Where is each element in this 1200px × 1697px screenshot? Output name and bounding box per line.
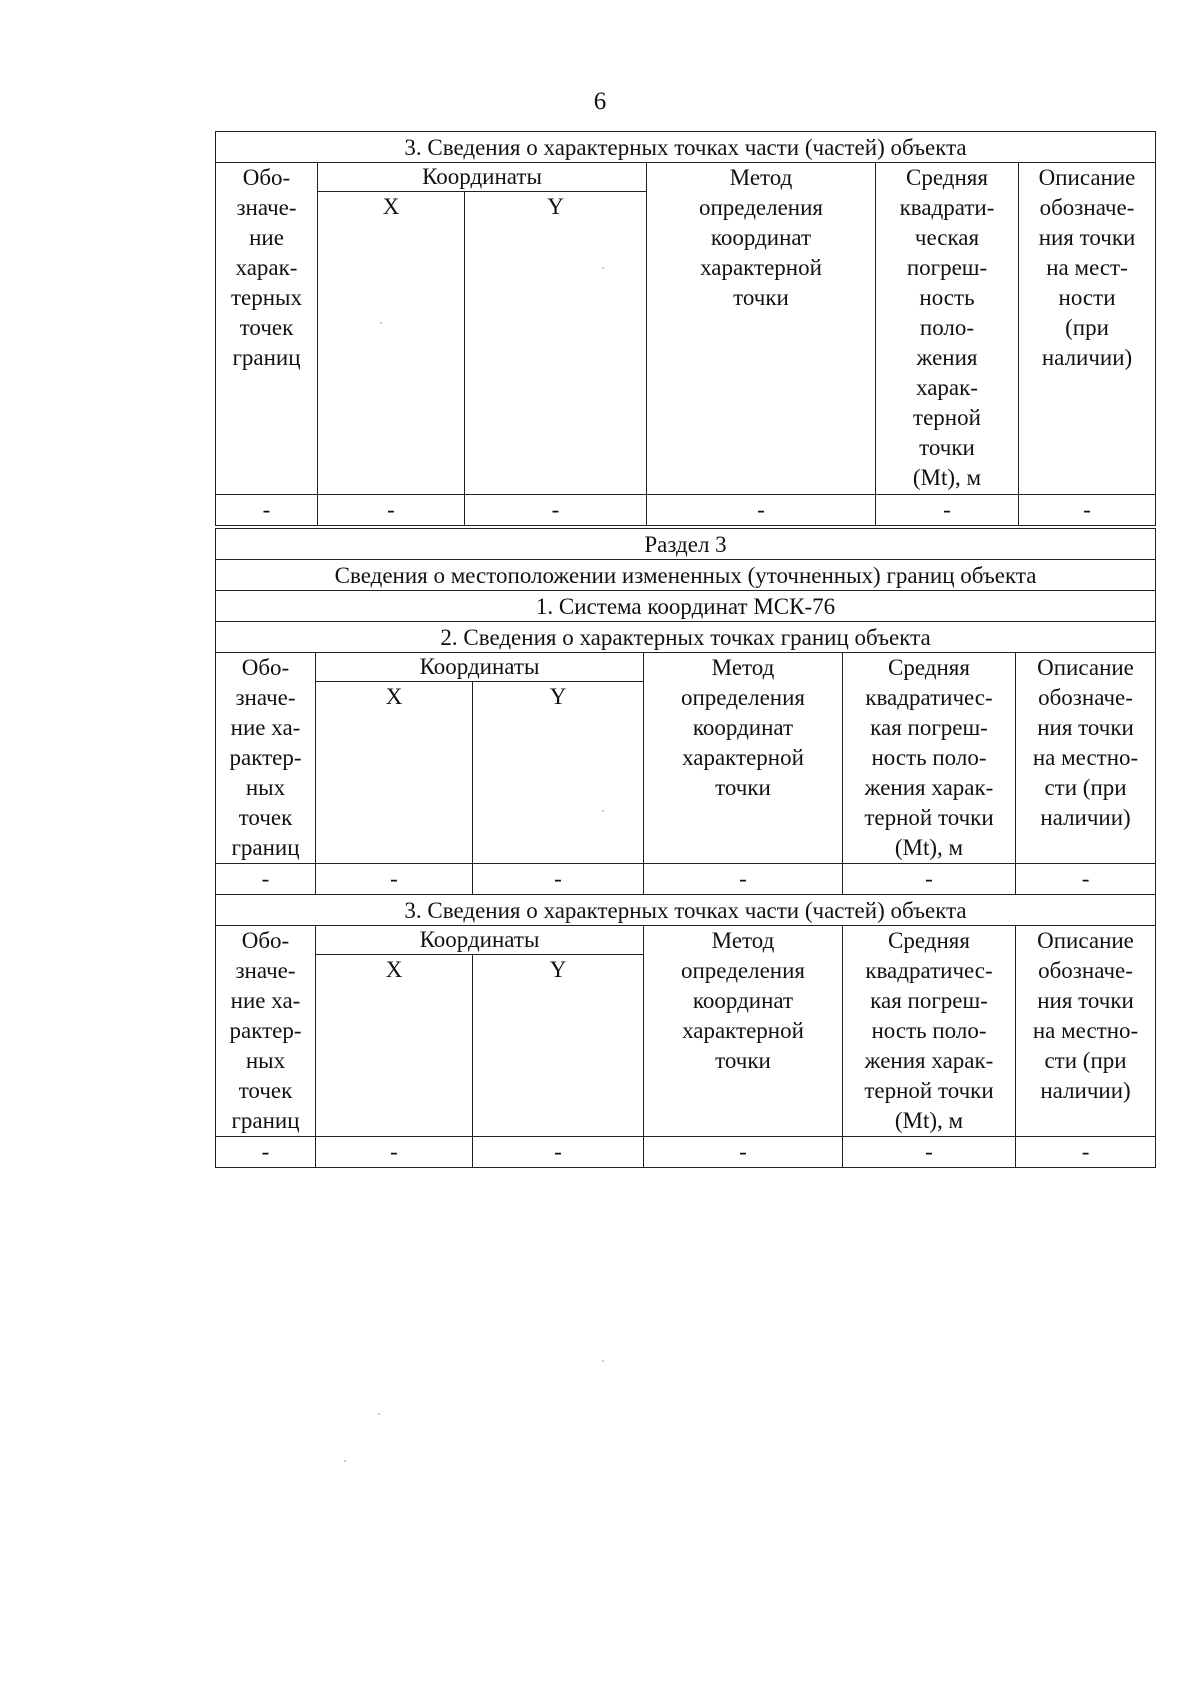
- scan-speck: [602, 1360, 604, 1362]
- page-number: 6: [593, 88, 607, 115]
- section-title: Раздел 3: [216, 529, 1156, 560]
- characteristic-points-part-table: [215, 131, 1156, 526]
- table-cell: -: [1016, 1137, 1156, 1168]
- scan-speck: [380, 322, 382, 324]
- section-subtitle: Сведения о местоположении измененных (уточненных) границ объекта: [216, 560, 1156, 591]
- scan-speck: [378, 1413, 380, 1415]
- table-cell: -: [644, 864, 843, 895]
- error-header: Средняя квадратичес- кая погреш- ность поло- жения харак- терной точки (Mt), м: [843, 653, 1016, 864]
- coordinate-system: 1. Система координат МСК-76: [216, 591, 1156, 622]
- table-cell: -: [216, 864, 316, 895]
- y-header: Y: [465, 192, 647, 495]
- table-cell: -: [318, 495, 465, 526]
- scan-speck: [602, 267, 604, 269]
- x-header: X: [316, 682, 473, 864]
- table-cell: -: [876, 495, 1019, 526]
- table-row: [216, 1137, 1156, 1168]
- table-cell: -: [473, 864, 644, 895]
- y-header: Y: [473, 682, 644, 864]
- method-header: Метод определения координат характерной точки: [644, 653, 843, 864]
- x-header: X: [316, 955, 473, 1137]
- designation-header: Обо- значе- ние харак- терных точек границ: [216, 163, 318, 495]
- table-cell: -: [316, 864, 473, 895]
- x-header: X: [318, 192, 465, 495]
- y-header: Y: [473, 955, 644, 1137]
- table-cell: -: [216, 1137, 316, 1168]
- table-cell: -: [1016, 864, 1156, 895]
- designation-header: Обо- значе- ние ха- рактер- ных точек границ: [216, 653, 316, 864]
- table-cell: -: [1019, 495, 1156, 526]
- description-header: Описание обозначе- ния точки на местно- сти (при наличии): [1016, 926, 1156, 1137]
- table-cell: -: [647, 495, 876, 526]
- scan-speck: [344, 1460, 346, 1462]
- table-cell: -: [316, 1137, 473, 1168]
- table-cell: -: [644, 1137, 843, 1168]
- table-cell: -: [843, 864, 1016, 895]
- description-header: Описание обозначе- ния точки на местно- сти (при наличии): [1016, 653, 1156, 864]
- error-header: Средняя квадрати- ческая погреш- ность поло- жения харак- терной точки (Mt), м: [876, 163, 1019, 495]
- coordinates-header: Координаты: [318, 163, 647, 192]
- designation-header: Обо- значе- ние ха- рактер- ных точек границ: [216, 926, 316, 1137]
- scan-speck: [602, 810, 604, 812]
- table-cell: -: [473, 1137, 644, 1168]
- coordinates-header: Координаты: [316, 653, 644, 682]
- method-header: Метод определения координат характерной точки: [644, 926, 843, 1137]
- section-3-table: [215, 528, 1156, 1168]
- table-cell: -: [843, 1137, 1016, 1168]
- table-row: [216, 864, 1156, 895]
- boundary-points-heading: 2. Сведения о характерных точках границ объекта: [216, 622, 1156, 653]
- table-heading: 3. Сведения о характерных точках части (частей) объекта: [216, 132, 1156, 163]
- method-header: Метод определения координат характерной точки: [647, 163, 876, 495]
- part-points-heading: 3. Сведения о характерных точках части (частей) объекта: [216, 895, 1156, 926]
- table-cell: -: [216, 495, 318, 526]
- table-row: [216, 495, 1156, 526]
- description-header: Описание обозначе- ния точки на мест- ности (при наличии): [1019, 163, 1156, 495]
- table-cell: -: [465, 495, 647, 526]
- coordinates-header: Координаты: [316, 926, 644, 955]
- error-header: Средняя квадратичес- кая погреш- ность поло- жения харак- терной точки (Mt), м: [843, 926, 1016, 1137]
